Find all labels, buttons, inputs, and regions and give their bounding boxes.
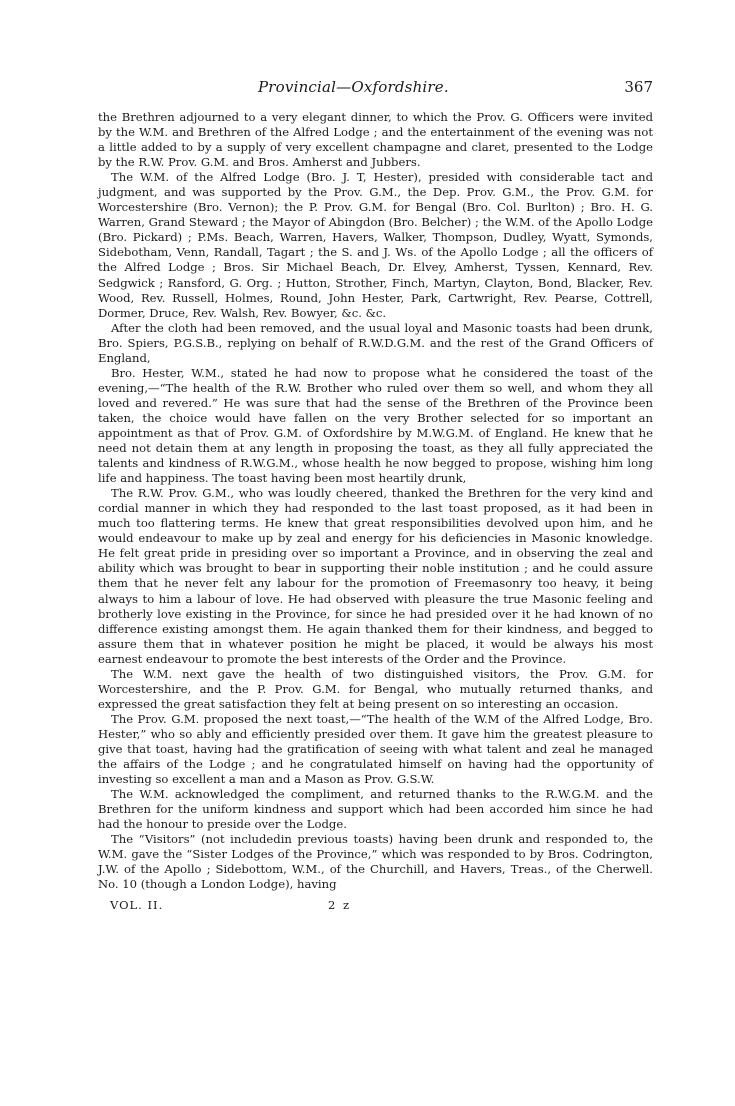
paragraph-wm-reply: The W.M. acknowledged the compliment, and returned thanks to the R.W.G.M. and the Brethren for the uniform kindness and support which had been accorded him since he had had the honour to preside over the Lodge. [98, 787, 653, 832]
page-number: 367 [624, 78, 653, 96]
paragraph-toasts: After the cloth had been removed, and the usual loyal and Masonic toasts had been drunk, Bro. Spiers, P.G.S.B., replying on behalf of R.W.D.G.M. and the rest of the Grand Officers of England, [98, 320, 653, 365]
page-footer [98, 898, 653, 914]
page-header [98, 78, 653, 104]
body-text [98, 110, 653, 892]
paragraph-dinner: the Brethren adjourned to a very elegant dinner, to which the Prov. G. Officers were invited by the W.M. and Brethren of the Alfred Lodge ; and the entertainment of the evening was not a little added to by a supply of very excellent champagne and claret, presented to the Lodge by the R.W. Prov. G.M. and Bros. Amherst and Jubbers. [98, 110, 653, 170]
paragraph-attendees: The W.M. of the Alfred Lodge (Bro. J. T, Hester), presided with considerable tact and judgment, and was supported by the Prov. G.M., the Dep. Prov. G.M., the Prov. G.M. for Worcestershire (Bro. Vernon); the P. Prov. G.M. for Bengal (Bro. Col. Burlton) ; Bro. H. G. Warren, Grand Steward ; the Mayor of Abingdon (Bro. Belcher) ; the W.M. of the Apollo Lodge (Bro. Pickard) ; P.Ms. Beach, Warren, Havers, Walker, Thompson, Dudley, Wyatt, Symonds, Sidebotham, Venn, Randall, Tagart ; the S. and J. Ws. of the Apollo Lodge ; all the officers of the Alfred Lodge ; Bros. Sir Michael Beach, Dr. Elvey, Amherst, Tyssen, Kennard, Rev. Sedgwick ; Ransford, G. Org. ; Hutton, Strother, Finch, Martyn, Clayton, Bond, Blacker, Rev. Wood, Rev. Russell, Holmes, Round, John Hester, Park, Cartwright, Rev. Pearse, Cottrell, Dormer, Druce, Rev. Walsh, Rev. Bowyer, &c. &c. [98, 170, 653, 320]
paragraph-sister-lodges: The “Visitors” (not includedin previous toasts) having been drunk and responded to, the W.M. gave the “Sister Lodges of the Province,” which was responded to by Bros. Codrington, J.W. of the Apollo ; Sidebottom, W.M., of the Churchill, and Havers, Treas., of the Cherwell. No. 10 (though a London Lodge), having [98, 832, 653, 892]
running-title: Provincial—Oxfordshire. [258, 78, 449, 96]
paragraph-wm-toast: The Prov. G.M. proposed the next toast,—“The health of the W.M of the Alfred Lodge, Bro. Hester,” who so ably and efficiently presided over them. It gave him the greatest pleasure to give that toast, having had the gratification of seeing with what talent and zeal he managed the affairs of the Lodge ; and he congratulated himself on having had the opportunity of investing so excellent a man and a Mason as Prov. G.S.W. [98, 711, 653, 787]
volume-mark: VOL. II. [110, 898, 164, 913]
document-page [98, 78, 653, 914]
paragraph-prov-gm-reply: The R.W. Prov. G.M., who was loudly cheered, thanked the Brethren for the very kind and cordial manner in which they had responded to the last toast proposed, as it had been in much too flattering terms. He knew that great responsibilities devolved upon him, and he would endeavour to make up by zeal and energy for his deficiencies in Masonic knowledge. He felt great pride in presiding over so important a Province, and in observing the zeal and ability which was brought to bear in supporting their noble institution ; and he could assure them that he never felt any labour for the promotion of Freemasonry too heavy, it being always to him a labour of love. He had observed with pleasure the true Masonic feeling and brotherly love existing in the Province, for since he had presided over it he had known of no difference existing amongst them. He again thanked them for their kindness, and begged to assure them that in whatever position he might be placed, it would be always his most earnest endeavour to promote the best interests of the Order and the Province. [98, 486, 653, 666]
paragraph-visitors-health: The W.M. next gave the health of two distinguished visitors, the Prov. G.M. for Worcestershire, and the P. Prov. G.M. for Bengal, who mutually returned thanks, and expressed the great satisfaction they felt at being present on so interesting an occasion. [98, 666, 653, 711]
signature-mark: 2 z [328, 898, 352, 913]
paragraph-hester-toast: Bro. Hester, W.M., stated he had now to propose what he considered the toast of the evening,—“The health of the R.W. Brother who ruled over them so well, and whom they all loved and revered.” He was sure that had the sense of the Brethren of the Province been taken, the choice would have fallen on the very Brother selected for so important an appointment as that of Prov. G.M. of Oxfordshire by M.W.G.M. of England. He knew that he need not detain them at any length in proposing the toast, as they all fully appreciated the talents and kindness of R.W.G.M., whose health he now begged to propose, wishing him long life and happiness. The toast having been most heartily drunk, [98, 365, 653, 486]
